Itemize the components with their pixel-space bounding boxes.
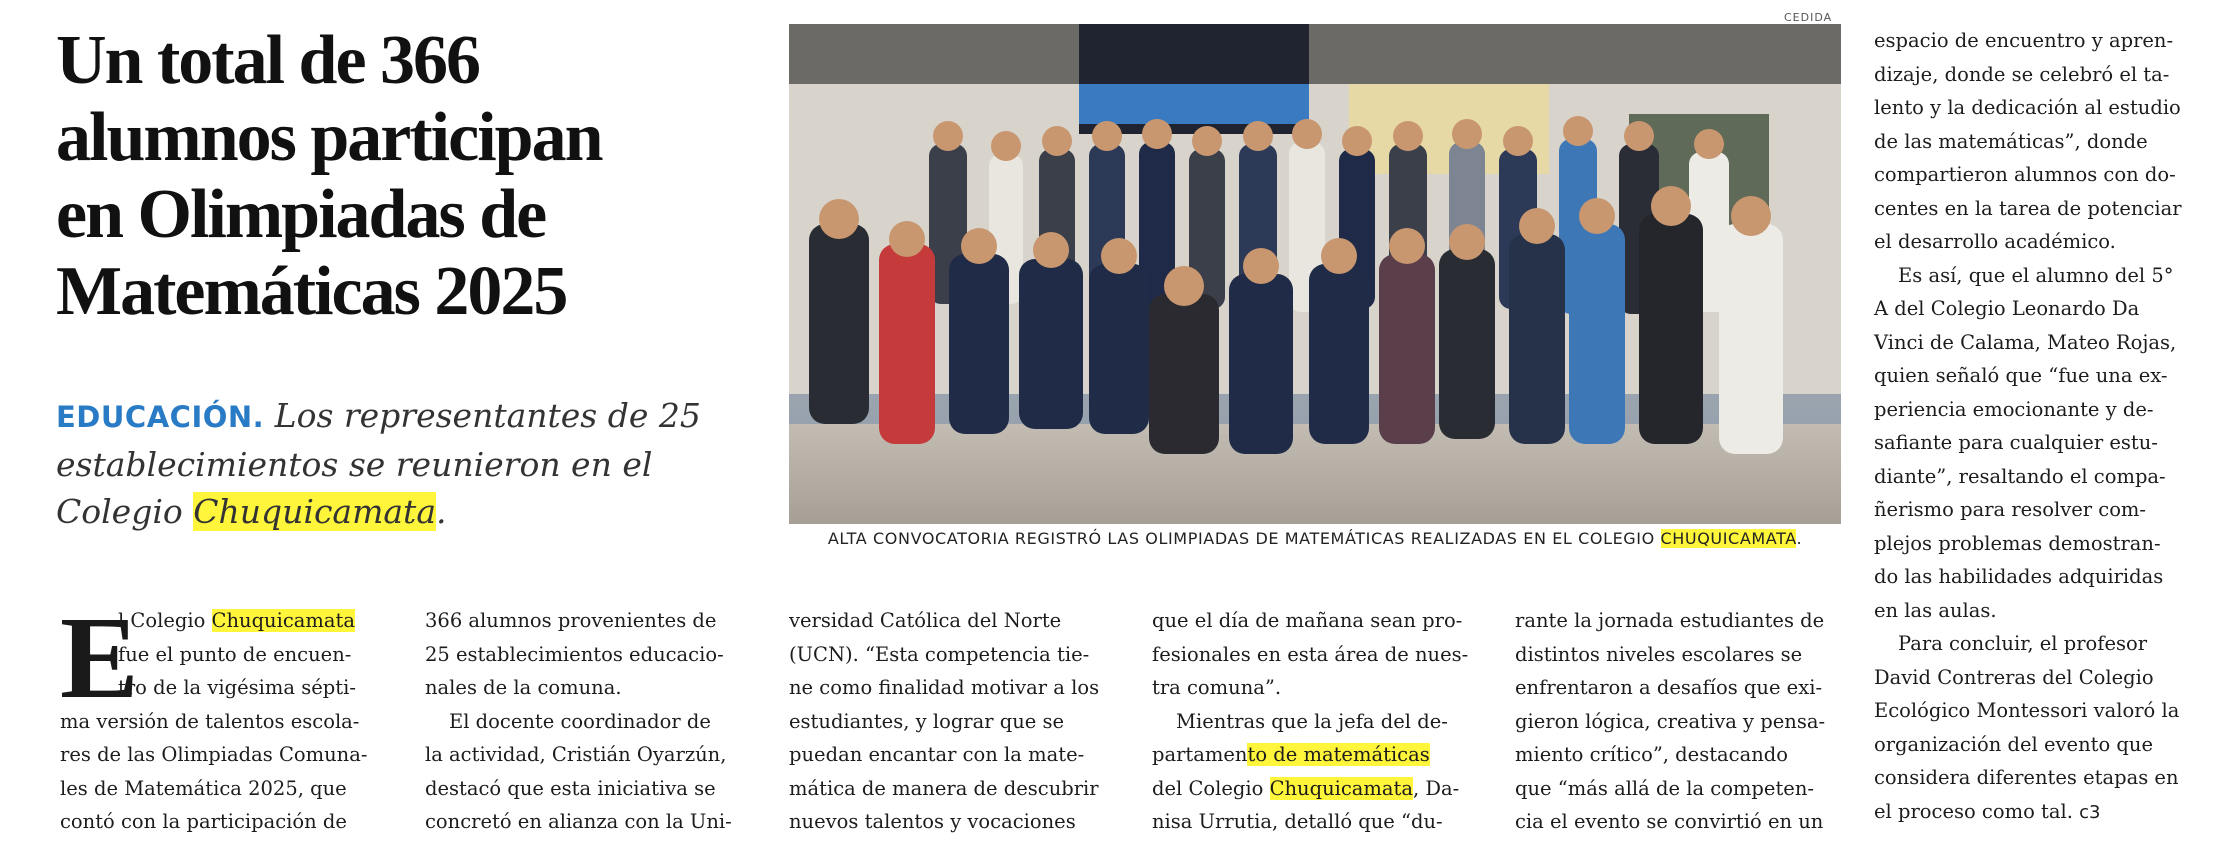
body-line: considera diferentes etapas en [1874,766,2179,789]
body-line: 25 establecimientos educacio- [425,642,724,666]
article-column-2 [425,604,755,839]
deck-line [56,488,746,535]
photo-caption [789,529,1841,548]
body-line: miento crítico”, destacando [1515,743,1788,766]
article-column-1 [60,592,390,839]
body-line: Vinci de Calama, Mateo Rojas, [1874,330,2177,354]
body-line: el desarrollo académico. [1874,230,2116,253]
article-column-3 [789,604,1119,839]
deck-text: . [436,492,447,531]
caption-text: ALTA CONVOCATORIA REGISTRÓ LAS OLIMPIADAS DE MATEMÁTICAS REALIZADAS EN EL COLEGIO [827,529,1661,548]
body-line: contó con la participación de [60,810,347,833]
body-line: gieron lógica, creativa y pensa- [1515,709,1826,733]
body-line: nales de la comuna. [425,676,622,699]
body-line: la actividad, Cristián Oyarzún, [425,743,727,766]
deck-text: Los representantes de 25 [274,396,701,435]
highlighted-text: Chuquicamata [193,492,436,531]
body-line: puedan encantar con la mate- [789,743,1085,766]
body-line [1874,259,2214,293]
body-line [425,705,755,739]
headline-line: Matemáticas 2025 [56,253,567,330]
body-line: quien señaló que “fue una ex- [1874,364,2168,387]
article-column-4 [1152,604,1482,839]
caption-text: . [1796,529,1803,548]
body-text: partamen [1152,743,1248,766]
body-line [1874,795,2214,829]
deck [56,392,746,535]
body-line [1874,627,2214,661]
body-text: Para concluir, el profesor [1898,632,2148,655]
body-text: el proceso como tal. [1874,799,2073,823]
deck-line: establecimientos se reunieron en el [56,445,653,484]
body-line: tra comuna”. [1152,676,1282,699]
headline-line: Un total de 366 [56,22,480,99]
body-line: fue el punto de encuen- [118,642,352,666]
body-line: centes en la tarea de potenciar [1874,196,2182,220]
group-photo [789,24,1841,524]
body-text: El docente coordinador de [449,709,711,733]
body-line: ne como finalidad motivar a los [789,676,1100,699]
highlighted-text: to de matemáticas [1247,743,1430,766]
body-line: organización del evento que [1874,732,2153,756]
headline-line: en Olimpiadas de [56,176,546,253]
body-line: res de las Olimpiadas Comuna- [60,743,368,766]
body-line: que “más allá de la competen- [1515,776,1814,800]
body-line: en las aulas. [1874,598,1997,622]
headline [56,22,746,330]
body-line: ñerismo para resolver com- [1874,498,2147,521]
body-line: les de Matemática 2025, que [60,776,347,800]
body-line: concretó en alianza con la Uni- [425,810,732,833]
photo-credit: CEDIDA [1784,11,1833,24]
body-line [1152,772,1482,806]
body-line: fesionales en esta área de nues- [1152,642,1469,666]
body-line: de las matemáticas”, donde [1874,129,2148,153]
body-line [1152,738,1482,772]
body-line: plejos problemas demostran- [1874,531,2161,555]
section-tag: EDUCACIÓN. [56,400,265,434]
body-line: que el día de mañana sean pro- [1152,609,1463,632]
body-line: lento y la dedicación al estudio [1874,96,2181,119]
body-line: tro de la vigésima sépti- [118,676,356,699]
highlighted-text: Chuquicamata [1269,776,1414,800]
headline-line: alumnos participan [56,99,602,176]
body-line: nisa Urrutia, detalló que “du- [1152,810,1443,833]
body-line: rante la jornada estudiantes de [1515,609,1825,632]
end-mark-icon: ᴄ3 [2079,801,2101,823]
body-line: Ecológico Montessori valoró la [1874,699,2180,722]
body-line: ma versión de talentos escola- [60,709,360,733]
body-line: enfrentaron a desafíos que exi- [1515,676,1823,699]
body-line: espacio de encuentro y apren- [1874,29,2174,52]
body-line: diante”, resaltando el compa- [1874,464,2166,488]
body-line: (UCN). “Esta competencia tie- [789,642,1090,666]
body-line: David Contreras del Colegio [1874,665,2154,689]
body-line: estudiantes, y lograr que se [789,709,1065,733]
body-line: safiante para cualquier estu- [1874,431,2158,454]
body-text: Mientras que la jefa del de- [1176,709,1448,733]
group-photo-illustration [789,24,1841,524]
highlighted-text: Chuquicamata [211,609,355,632]
body-text: Es así, que el alumno del 5° [1898,263,2174,287]
body-line: nuevos talentos y vocaciones [789,810,1076,833]
deck-text: Colegio [56,492,194,531]
body-line [60,604,390,638]
body-line: periencia emocionante y de- [1874,397,2154,421]
body-line: compartieron alumnos con do- [1874,163,2176,186]
body-text: del Colegio [1152,776,1270,800]
article-column-5 [1515,604,1845,839]
highlighted-text: CHUQUICAMATA [1660,529,1797,548]
body-line: destacó que esta iniciativa se [425,776,716,800]
body-line [1152,705,1482,739]
body-text: l Colegio [118,609,212,632]
body-text: , Da- [1413,776,1460,800]
deck-line [56,392,746,441]
body-line: distintos niveles escolares se [1515,642,1803,666]
body-line: dizaje, donde se celebró el ta- [1874,62,2170,86]
body-line: mática de manera de descubrir [789,776,1099,800]
body-line: 366 alumnos provenientes de [425,609,717,632]
body-line: do las habilidades adquiridas [1874,565,2164,588]
drop-cap: E [60,592,139,723]
article-column-6 [1874,24,2214,828]
body-line: cia el evento se convirtió en un [1515,810,1824,833]
body-line: versidad Católica del Norte [789,609,1062,632]
body-line: A del Colegio Leonardo Da [1874,297,2140,320]
